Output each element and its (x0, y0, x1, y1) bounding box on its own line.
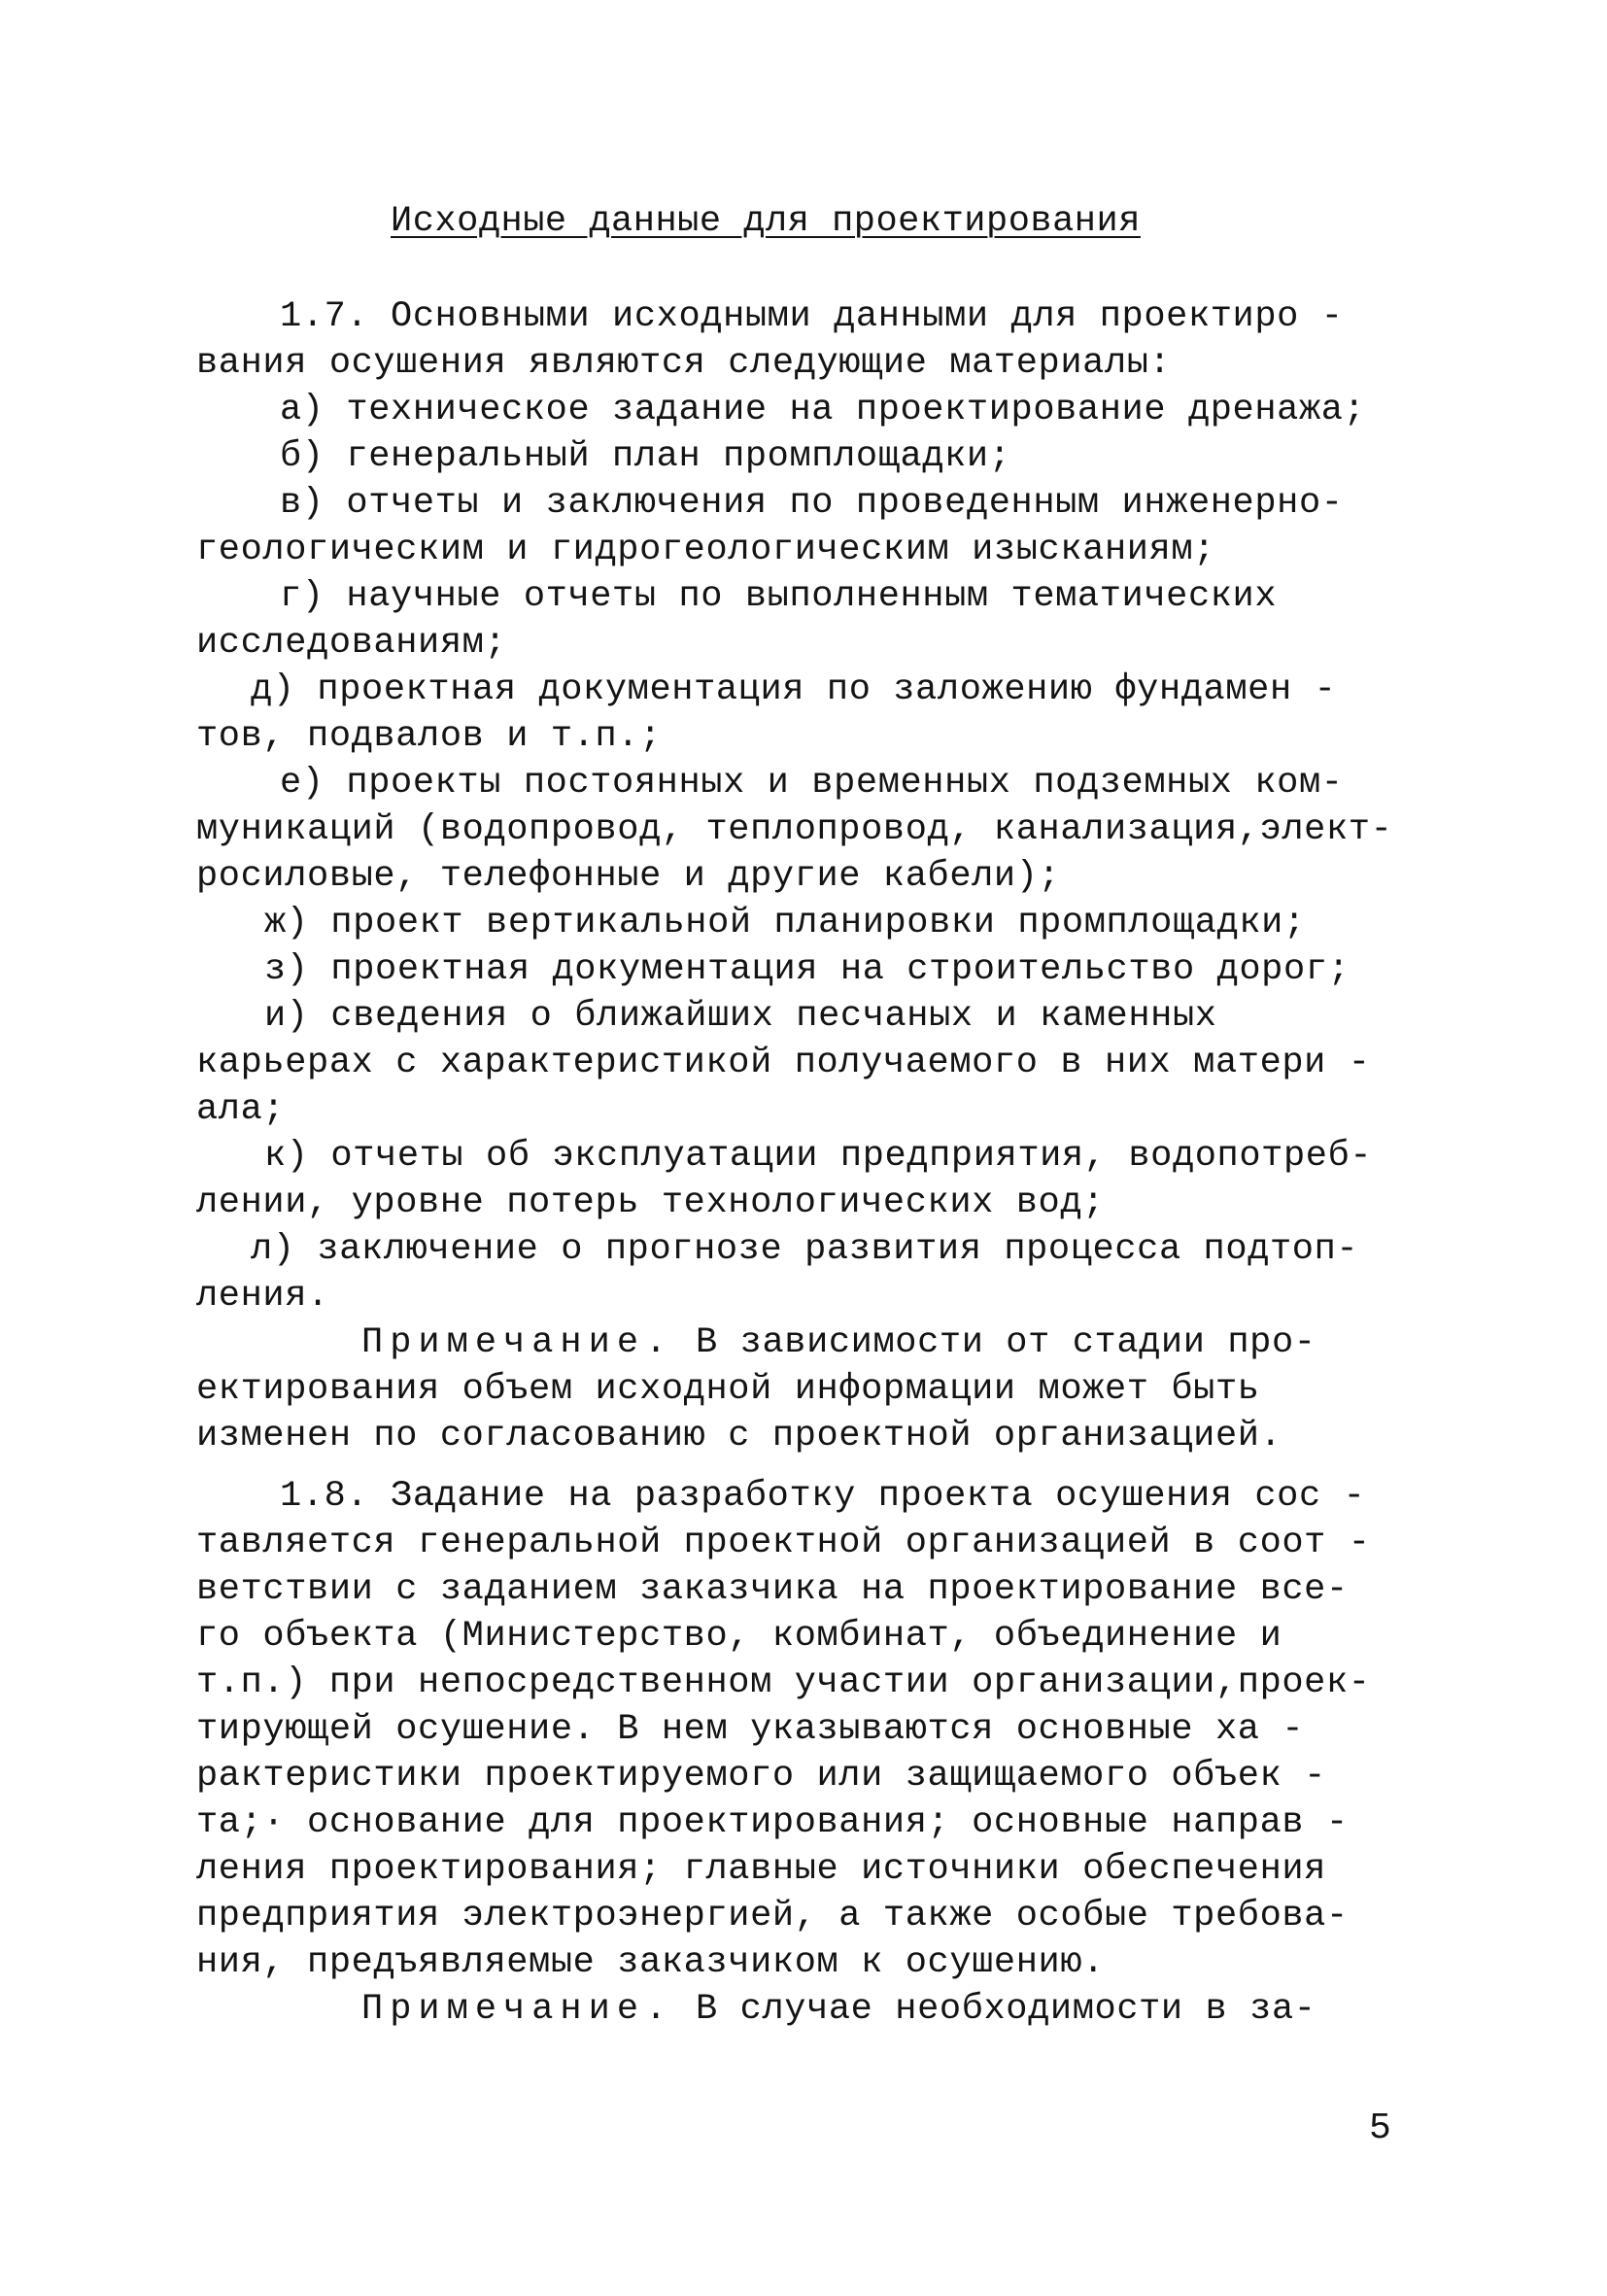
text-line: ветствии с заданием заказчика на проектирование все- (196, 1569, 1349, 1610)
text-line: го объекта (Министерство, комбинат, объединение и (196, 1616, 1282, 1657)
text-line: тирующей осушение. В нем указываются основные ха - (196, 1709, 1305, 1750)
text-line: ала; (196, 1089, 286, 1130)
text-line: д) проектная документация по заложению фундамен - (251, 669, 1337, 710)
note-1-7-line (196, 1319, 1420, 1366)
note-1-8-line (196, 1986, 1420, 2033)
text-line: ния, предъявляемые заказчиком к осушению. (196, 1942, 1105, 1983)
text-line: б) генеральный план промплощадки; (280, 436, 1011, 477)
note-text-line: изменен по согласованию с проектной организацией. (196, 1416, 1282, 1456)
text-line: рактеристики проектируемого или защищаемого объек - (196, 1756, 1326, 1797)
paragraph-1-8 (196, 1473, 1420, 1986)
note-text: В зависимости от стадии про- (673, 1322, 1316, 1363)
text-line: ления. (196, 1276, 329, 1317)
text-line: г) научные отчеты по выполненным тематических (280, 576, 1278, 617)
note-label: Примечание. (361, 1322, 674, 1363)
text-line: тавляется генеральной проектной организацией в соот - (196, 1523, 1371, 1563)
body-text (196, 293, 1420, 2033)
text-line: з) проектная документация на строительство дорог; (264, 949, 1351, 990)
text-line: 1.8. Задание на разработку проекта осушения сос - (280, 1476, 1366, 1517)
page-number: 5 (1369, 2108, 1391, 2149)
text-line: к) отчеты об эксплуатации предприятия, водопотреб- (264, 1136, 1373, 1177)
text-line: ж) проект вертикальной планировки промплощадки; (264, 903, 1306, 943)
text-line: ления проектирования; главные источники обеспечения (196, 1849, 1326, 1890)
paragraph-gap (196, 1459, 1420, 1473)
note-text: В случае необходимости в за- (673, 1989, 1316, 2030)
text-line: предприятия электроэнергией, а также особые требова- (196, 1896, 1349, 1936)
text-line: а) техническое задание на проектирование дренажа; (280, 390, 1366, 430)
text-line: и) сведения о ближайших песчаных и каменных (264, 996, 1217, 1037)
note-1-7-continuation (196, 1366, 1420, 1459)
text-line: в) отчеты и заключения по проведенным инженерно- (280, 483, 1344, 524)
text-line: вания осушения являются следующие материалы: (196, 343, 1172, 384)
text-line: исследованиям; (196, 623, 507, 664)
note-label: Примечание. (361, 1989, 674, 2030)
text-line: л) заключение о прогнозе развития процесса подтоп- (251, 1229, 1359, 1270)
section-heading: Исходные данные для проектирования (391, 201, 1141, 242)
text-line: лении, уровне потерь технологических вод; (196, 1182, 1105, 1223)
text-line: 1.7. Основными исходными данными для проектиро - (280, 296, 1344, 337)
text-line: т.п.) при непосредственном участии организации,проек- (196, 1662, 1371, 1703)
text-line: е) проекты постоянных и временных подземных ком- (280, 763, 1344, 804)
text-line: геологическим и гидрогеологическим изысканиям; (196, 530, 1215, 570)
text-line: муникаций (водопровод, теплопровод, канализация,элект- (196, 809, 1393, 850)
text-line: та;· основание для проектирования; основные направ - (196, 1802, 1349, 1843)
text-line: тов, подвалов и т.п.; (196, 716, 662, 757)
note-text-line: ектирования объем исходной информации может быть (196, 1369, 1260, 1410)
text-line: карьерах с характеристикой получаемого в них матери - (196, 1043, 1371, 1083)
paragraph-1-7 (196, 293, 1420, 1319)
text-line: росиловые, телефонные и другие кабели); (196, 856, 1061, 897)
